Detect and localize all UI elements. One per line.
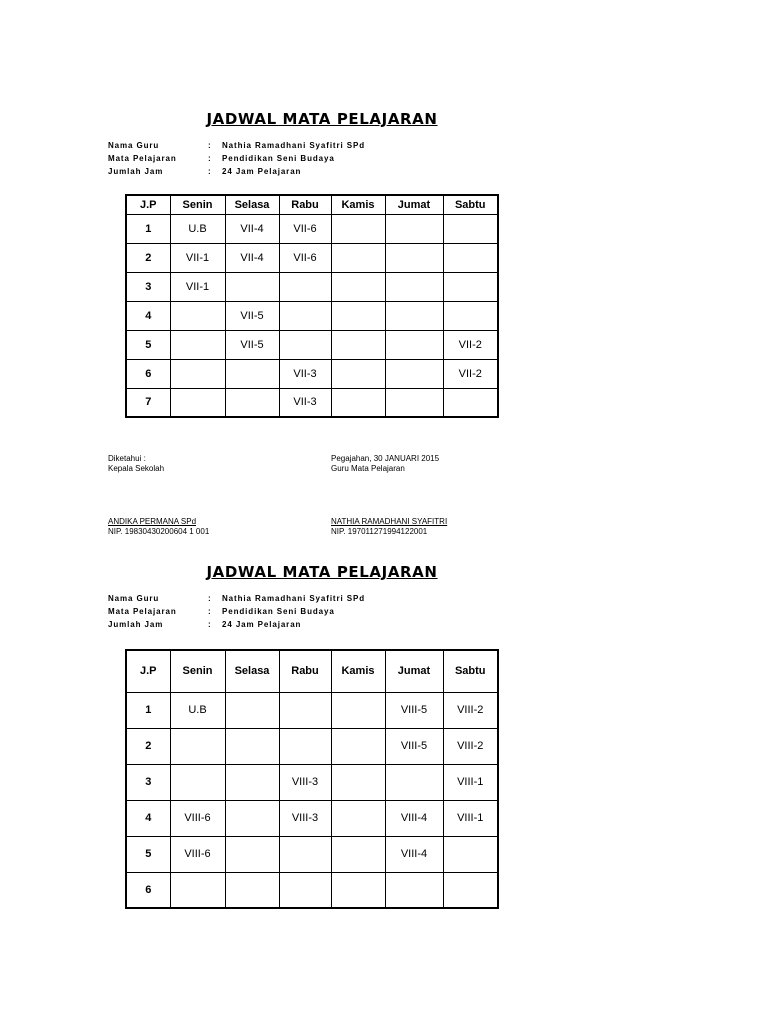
- column-header: Senin: [170, 650, 225, 692]
- class-cell: [331, 388, 385, 417]
- info-colon: :: [208, 620, 212, 629]
- period-number: 6: [126, 872, 170, 908]
- info-value: Pendidikan Seni Budaya: [222, 154, 335, 163]
- period-number: 4: [126, 301, 170, 330]
- class-cell: [385, 359, 443, 388]
- class-cell: [443, 872, 498, 908]
- class-cell: VII-6: [279, 214, 331, 243]
- period-number: 5: [126, 836, 170, 872]
- column-header: Jumat: [385, 650, 443, 692]
- schedule-title-1: JADWAL MATA PELAJARAN: [206, 110, 438, 128]
- class-cell: VIII-1: [443, 764, 498, 800]
- schedule-table-1: [125, 194, 499, 418]
- class-cell: VIII-6: [170, 836, 225, 872]
- class-cell: [225, 728, 279, 764]
- class-cell: U.B: [170, 214, 225, 243]
- class-cell: [225, 359, 279, 388]
- class-cell: [170, 330, 225, 359]
- class-cell: [385, 388, 443, 417]
- class-cell: [279, 330, 331, 359]
- class-cell: [279, 272, 331, 301]
- info-label: Jumlah Jam: [108, 167, 164, 176]
- teacher-info-2: [108, 592, 365, 631]
- signature-left: [108, 454, 164, 474]
- signature-right: [331, 454, 439, 474]
- class-cell: VIII-2: [443, 692, 498, 728]
- class-cell: VII-6: [279, 243, 331, 272]
- class-cell: [331, 330, 385, 359]
- column-header: Selasa: [225, 195, 279, 214]
- schedule-title-2: JADWAL MATA PELAJARAN: [206, 563, 438, 581]
- class-cell: VIII-6: [170, 800, 225, 836]
- class-cell: VIII-1: [443, 800, 498, 836]
- column-header: Rabu: [279, 650, 331, 692]
- column-header: Sabtu: [443, 195, 498, 214]
- class-cell: [225, 764, 279, 800]
- table-row: [126, 872, 498, 908]
- class-cell: [443, 243, 498, 272]
- period-number: 1: [126, 214, 170, 243]
- class-cell: [225, 872, 279, 908]
- period-number: 3: [126, 272, 170, 301]
- class-cell: [331, 272, 385, 301]
- info-row-total-hours: [108, 165, 365, 178]
- class-cell: VIII-2: [443, 728, 498, 764]
- teacher-info-1: [108, 139, 365, 178]
- info-colon: :: [208, 607, 212, 616]
- teacher-role-label: Guru Mata Pelajaran: [331, 464, 405, 473]
- class-cell: [170, 388, 225, 417]
- class-cell: [443, 388, 498, 417]
- class-cell: [331, 359, 385, 388]
- class-cell: [443, 301, 498, 330]
- class-cell: [331, 836, 385, 872]
- class-cell: [331, 872, 385, 908]
- class-cell: VIII-4: [385, 836, 443, 872]
- class-cell: [385, 872, 443, 908]
- class-cell: U.B: [170, 692, 225, 728]
- class-cell: [385, 301, 443, 330]
- principal-signature: [108, 517, 209, 537]
- class-cell: [331, 728, 385, 764]
- period-number: 6: [126, 359, 170, 388]
- class-cell: [443, 214, 498, 243]
- class-cell: [225, 272, 279, 301]
- class-cell: VII-5: [225, 330, 279, 359]
- table-row: [126, 272, 498, 301]
- info-value: 24 Jam Pelajaran: [222, 167, 302, 176]
- class-cell: [279, 301, 331, 330]
- column-header: Sabtu: [443, 650, 498, 692]
- info-value: Nathia Ramadhani Syafitri SPd: [222, 594, 366, 603]
- info-row-subject: [108, 605, 365, 618]
- class-cell: VII-5: [225, 301, 279, 330]
- period-number: 5: [126, 330, 170, 359]
- class-cell: [170, 872, 225, 908]
- period-number: 1: [126, 692, 170, 728]
- info-colon: :: [208, 141, 212, 150]
- info-row-subject: [108, 152, 365, 165]
- class-cell: [331, 243, 385, 272]
- column-header: J.P: [126, 195, 170, 214]
- class-cell: [170, 728, 225, 764]
- class-cell: VII-2: [443, 359, 498, 388]
- table-row: [126, 243, 498, 272]
- class-cell: [443, 272, 498, 301]
- class-cell: [385, 272, 443, 301]
- table-row: [126, 800, 498, 836]
- info-label: Nama Guru: [108, 594, 160, 603]
- table-row: [126, 728, 498, 764]
- principal-label: Kepala Sekolah: [108, 464, 165, 473]
- class-cell: [385, 214, 443, 243]
- schedule-table-2: [125, 649, 499, 909]
- class-cell: [279, 872, 331, 908]
- table-row: [126, 301, 498, 330]
- class-cell: [385, 330, 443, 359]
- class-cell: [443, 836, 498, 872]
- class-cell: [225, 692, 279, 728]
- column-header: Senin: [170, 195, 225, 214]
- teacher-name: NATHIA RAMADHANI SYAFITRI: [331, 517, 448, 526]
- class-cell: [170, 359, 225, 388]
- table-header-row: [126, 195, 498, 214]
- period-number: 7: [126, 388, 170, 417]
- class-cell: [331, 214, 385, 243]
- info-value: Pendidikan Seni Budaya: [222, 607, 335, 616]
- column-header: Selasa: [225, 650, 279, 692]
- period-number: 3: [126, 764, 170, 800]
- info-colon: :: [208, 594, 212, 603]
- info-value: Nathia Ramadhani Syafitri SPd: [222, 141, 366, 150]
- period-number: 2: [126, 728, 170, 764]
- info-colon: :: [208, 154, 212, 163]
- class-cell: [331, 301, 385, 330]
- table-row: [126, 764, 498, 800]
- info-colon: :: [208, 167, 212, 176]
- class-cell: VII-3: [279, 388, 331, 417]
- class-cell: [331, 692, 385, 728]
- class-cell: [385, 243, 443, 272]
- class-cell: VIII-5: [385, 692, 443, 728]
- class-cell: [385, 764, 443, 800]
- table-row: [126, 692, 498, 728]
- column-header: Jumat: [385, 195, 443, 214]
- table-row: [126, 836, 498, 872]
- column-header: Kamis: [331, 195, 385, 214]
- info-row-teacher-name: [108, 139, 365, 152]
- class-cell: VII-4: [225, 214, 279, 243]
- class-cell: [225, 836, 279, 872]
- info-label: Mata Pelajaran: [108, 154, 177, 163]
- class-cell: [279, 692, 331, 728]
- table-row: [126, 359, 498, 388]
- column-header: Kamis: [331, 650, 385, 692]
- class-cell: [331, 764, 385, 800]
- column-header: J.P: [126, 650, 170, 692]
- class-cell: VII-3: [279, 359, 331, 388]
- period-number: 2: [126, 243, 170, 272]
- info-label: Mata Pelajaran: [108, 607, 177, 616]
- class-cell: VIII-4: [385, 800, 443, 836]
- class-cell: VIII-3: [279, 764, 331, 800]
- table-row: [126, 214, 498, 243]
- class-cell: VII-1: [170, 243, 225, 272]
- table-header-row: [126, 650, 498, 692]
- info-value: 24 Jam Pelajaran: [222, 620, 302, 629]
- principal-name: ANDIKA PERMANA SPd: [108, 517, 197, 526]
- class-cell: [331, 800, 385, 836]
- class-cell: VIII-3: [279, 800, 331, 836]
- table-row: [126, 388, 498, 417]
- info-row-total-hours: [108, 618, 365, 631]
- class-cell: [279, 836, 331, 872]
- class-cell: [279, 728, 331, 764]
- info-row-teacher-name: [108, 592, 365, 605]
- acknowledged-label: Diketahui :: [108, 454, 146, 463]
- class-cell: VIII-5: [385, 728, 443, 764]
- teacher-signature: [331, 517, 447, 537]
- column-header: Rabu: [279, 195, 331, 214]
- class-cell: [170, 764, 225, 800]
- principal-nip: NIP. 19830430200604 1 001: [108, 527, 210, 536]
- info-label: Nama Guru: [108, 141, 160, 150]
- teacher-nip: NIP. 197011271994122001: [331, 527, 428, 536]
- info-label: Jumlah Jam: [108, 620, 164, 629]
- place-date: Pegajahan, 30 JANUARI 2015: [331, 454, 440, 463]
- class-cell: [170, 301, 225, 330]
- class-cell: VII-1: [170, 272, 225, 301]
- class-cell: VII-4: [225, 243, 279, 272]
- class-cell: VII-2: [443, 330, 498, 359]
- table-row: [126, 330, 498, 359]
- class-cell: [225, 388, 279, 417]
- period-number: 4: [126, 800, 170, 836]
- class-cell: [225, 800, 279, 836]
